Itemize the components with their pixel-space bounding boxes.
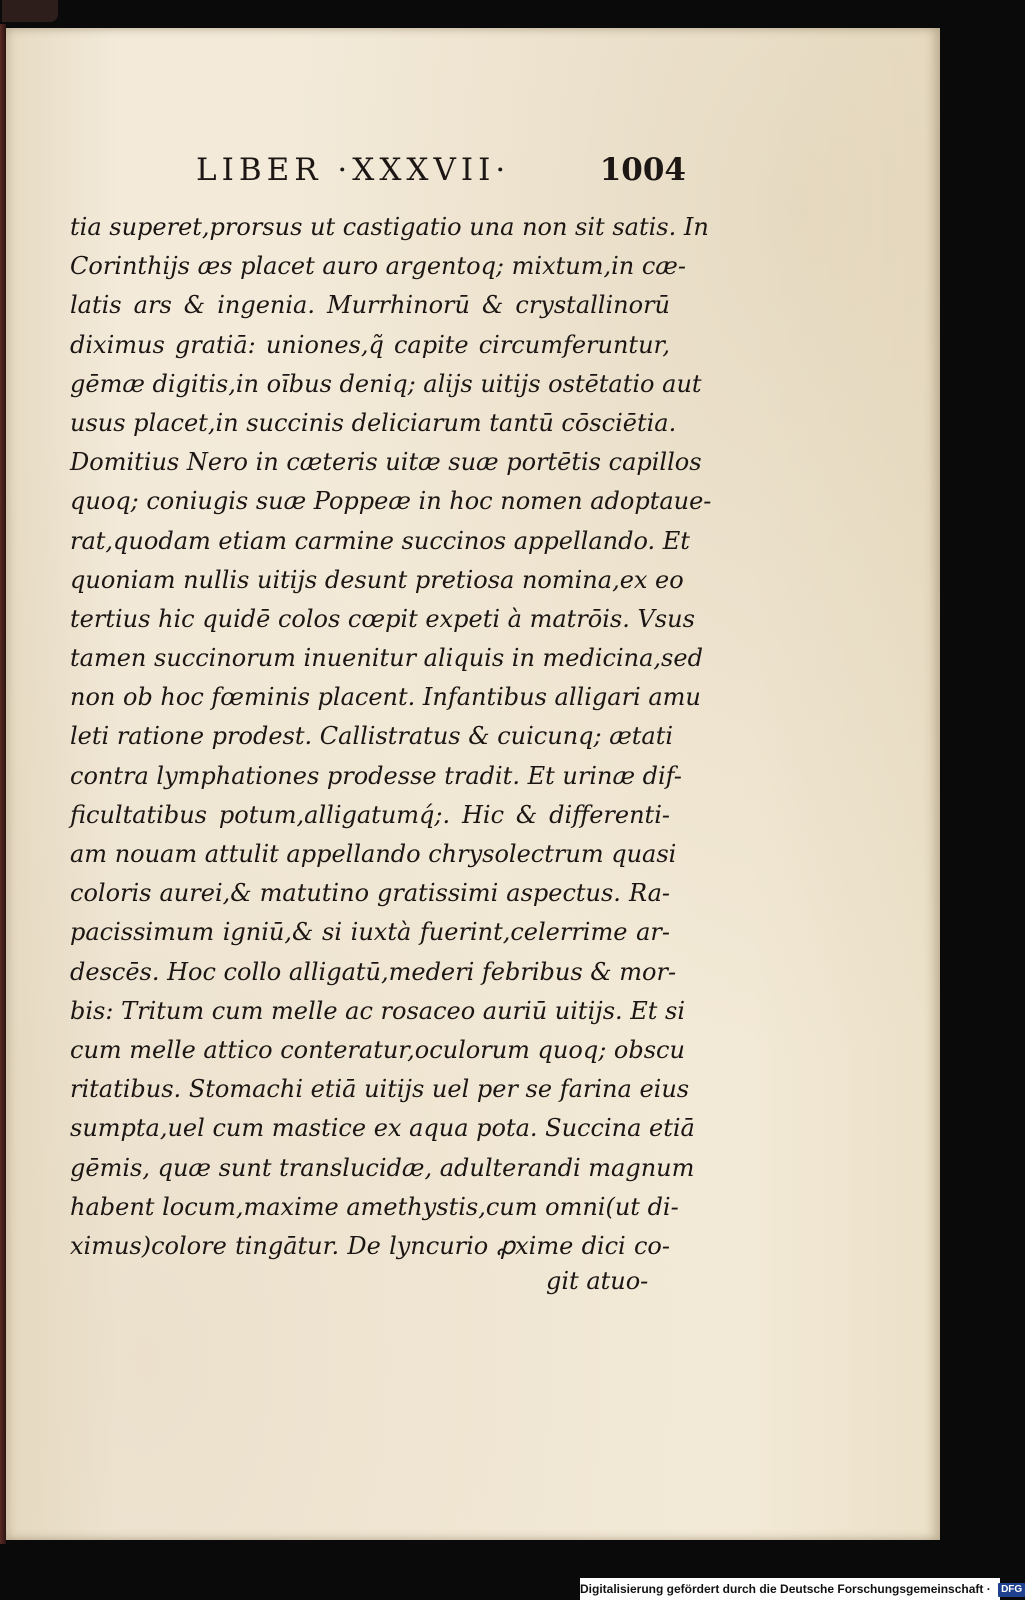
text-line: pacissimum igniū,& si iuxtà fuerint,celerrime ar- <box>70 918 670 947</box>
text-line: quoq; coniugis suæ Poppeæ in hoc nomen adoptaue- <box>70 487 712 516</box>
text-line: non ob hoc fœminis placent. Infantibus alligari amu <box>70 683 701 712</box>
text-line: ximus)colore tingātur. De lyncurio ꝓxime dici co- <box>70 1231 670 1260</box>
digitization-credit <box>580 1578 1023 1600</box>
text-line: sumpta,uel cum mastice ex aqua pota. Succina etiā <box>70 1114 695 1143</box>
text-line: latis ars & ingenia. Murrhinorū & crystallinorū <box>70 291 670 320</box>
text-line: descēs. Hoc collo alligatū,mederi febribus & mor- <box>70 957 677 986</box>
running-title: LIBER ·XXXVII· <box>196 152 511 188</box>
credit-text: Digitalisierung gefördert durch die Deutsche Forschungsgemeinschaft · <box>580 1582 991 1596</box>
text-line: leti ratione prodest. Callistratus & cuicunq; ætati <box>70 722 674 751</box>
book-page <box>6 28 940 1540</box>
text-line: habent locum,maxime amethystis,cum omni(ut di- <box>70 1192 679 1221</box>
page-number: 1004 <box>599 152 686 188</box>
text-line: rat,quodam etiam carmine succinos appellando. Et <box>70 526 690 555</box>
text-line: ritatibus. Stomachi etiā uitijs uel per se farina eius <box>70 1075 690 1104</box>
text-line: Domitius Nero in cæteris uitæ suæ portētis capillos <box>70 448 702 477</box>
text-line: gēmæ digitis,in oībus deniq; alijs uitijs ostētatio aut <box>70 369 702 398</box>
catchword: git atuo- <box>546 1267 649 1295</box>
text-line: am nouam attulit appellando chrysolectrum quasi <box>70 840 677 868</box>
text-line: cum melle attico conteratur,oculorum quoq; obscu <box>70 1035 685 1064</box>
text-line: ficultatibus potum,alligatumq́;. Hic & differenti- <box>70 800 670 829</box>
corner-library-mark <box>2 0 58 22</box>
text-line: diximus gratiā: uniones,q̃ capite circumferuntur, <box>70 330 670 359</box>
text-line: tamen succinorum inuenitur aliquis in medicina,sed <box>70 644 703 673</box>
dfg-logo: DFG <box>998 1583 1025 1597</box>
page-header <box>196 150 686 190</box>
text-line: bis: Tritum cum melle ac rosaceo auriū uitijs. Et si <box>70 996 686 1025</box>
text-line: usus placet,in succinis deliciarum tantū cōsciētia. <box>70 408 677 437</box>
text-line: gēmis, quæ sunt translucidæ, adulterandi magnum <box>70 1153 695 1182</box>
text-line: tertius hic quidē colos cœpit expeti à matrōis. Vsus <box>70 604 695 633</box>
text-line: tia superet,prorsus ut castigatio una non sit satis. In <box>70 213 709 241</box>
text-line: coloris aurei,& matutino gratissimi aspectus. Ra- <box>70 879 670 908</box>
body-text <box>70 208 712 1266</box>
text-line: Corinthijs æs placet auro argentoq; mixtum,in cæ- <box>70 252 686 281</box>
text-line: quoniam nullis uitijs desunt pretiosa nomina,ex eo <box>70 565 684 594</box>
text-line: contra lymphationes prodesse tradit. Et urinæ dif- <box>70 761 682 790</box>
